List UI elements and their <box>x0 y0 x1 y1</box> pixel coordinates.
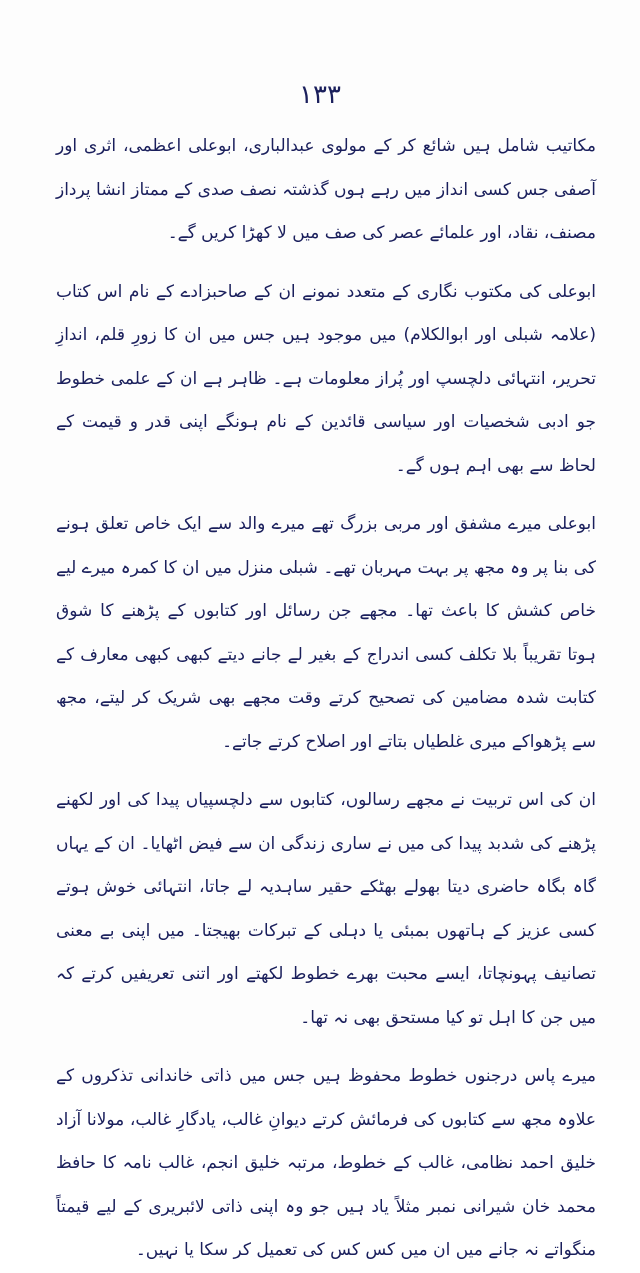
body-text <box>56 125 596 1273</box>
paragraph-2: ابوعلی کی مکتوب نگاری کے متعدد نمونے ان کے صاحبزادے کے نام اس کتاب (علامہ شبلی اور ابوالکلام) میں موجود ہیں جس میں ان کا زورِ قلم، اندازِ تحریر، انتہائی دلچسپ اور پُراز معلومات ہے۔ ظاہر ہے ان کے علمی خطوط جو ادبی شخصیات اور سیاسی قائدین کے نام ہونگے اپنی قدر و قیمت کے لحاظ سے بھی اہم ہوں گے۔ <box>56 281 596 476</box>
page-number: ١٣٣ <box>299 80 341 110</box>
paragraph-5: میرے پاس درجنوں خطوط محفوظ ہیں جس میں ذاتی خاندانی تذکروں کے علاوہ مجھ سے کتابوں کی فرمائش کرتے دیوانِ غالب، یادگارِ غالب، مولانا آزاد خلیق احمد نظامی، غالب کے خطوط، مرتبہ خلیق انجم، غالب نامہ کا حافظ محمد خان شیرانی نمبر مثلاً یاد ہیں جو وہ اپنی ذاتی لائبریری کے لیے قیمتاً منگواتے نہ جانے میں ان میں کس کس کی تعمیل کر سکا یا نہیں۔ <box>56 1066 596 1260</box>
paragraph-1: مکاتیب شامل ہیں شائع کر کے مولوی عبدالباری، ابوعلی اعظمی، اثری اور آصفی جس کسی انداز میں رہے ہوں گذشتہ نصف صدی کے ممتاز انشا پرداز مصنف، نقاد، اور علمائے عصر کی صف میں لا کھڑا کریں گے۔ <box>56 136 596 243</box>
paragraph-3: ابوعلی میرے مشفق اور مربی بزرگ تھے میرے والد سے ایک خاص تعلق ہونے کی بنا پر وہ مجھ پر بہت مہربان تھے۔ شبلی منزل میں ان کا کمرہ میرے لیے خاص کشش کا باعث تھا۔ مجھے جن رسائل اور کتابوں کے پڑھنے کا شوق ہوتا تقریباً بلا تکلف کسی اندراج کے بغیر لے جانے دیتے کبھی کبھی معارف کے کتابت شدہ مضامین کی تصحیح کرتے وقت مجھے بھی شریک کر لیتے، مجھ سے پڑھواکے میری غلطیاں بتاتے اور اصلاح کرتے جاتے۔ <box>56 514 596 752</box>
paragraph-4: ان کی اس تربیت نے مجھے رسالوں، کتابوں سے دلچسپیاں پیدا کی اور لکھنے پڑھنے کی شدبد پیدا کی میں نے ساری زندگی ان سے فیض اٹھایا۔ ان کے یہاں گاہ بگاہ حاضری دیتا بھولے بھٹکے حقیر ساہدیہ لے جاتا، انتہائی خوش ہوتے کسی عزیز کے ہاتھوں بمبئی یا دہلی کے تبرکات بھیجتا۔ میں اپنی بے معنی تصانیف پہونچاتا، ایسے محبت بھرے خطوط لکھتے اور اتنی تعریفیں کرتے کہ میں جن کا اہل تو کیا مستحق بھی نہ تھا۔ <box>56 790 596 1028</box>
